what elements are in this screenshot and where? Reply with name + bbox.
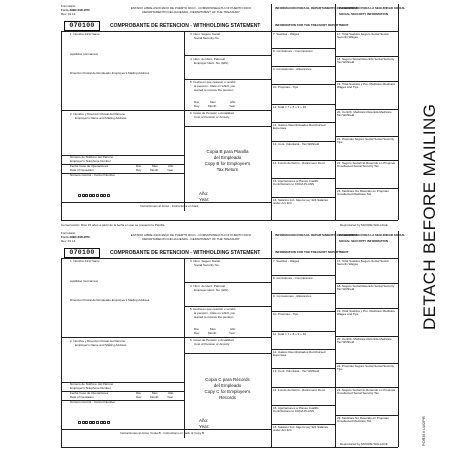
phone-label-c: Número de Teléfono del Patrono <box>70 382 114 386</box>
date-sold-label-3: started to receive the pension <box>194 88 234 92</box>
phone-en-label-c: Employer's Telephone Number <box>70 386 111 390</box>
box-14-label: 14. Fondo de Retiro - Retirement Fund <box>273 161 325 165</box>
agency-es-c: ESTADO LIBRE ASOCIADO DE PUERTO RICO - COMMONWEALTH OF PUERTO RICO <box>130 233 252 237</box>
box-20-label: 20. Contrib. Medicare Retenida Medicare Tax Withheld <box>337 110 392 118</box>
cost-label: 6. Costo de Pensión o Anualidad <box>190 111 234 115</box>
year-label-c: Year <box>167 395 174 399</box>
box-8-label-c: 8. Comisiones - Commissions <box>273 276 313 280</box>
date-sold-label-2: la pensión - Date on which you <box>194 84 236 88</box>
box-20-label-c: 20. Contrib. Medicare Retenida Medicare Tax Withheld <box>337 337 392 345</box>
box-12-label-c: 12. Gastos Reembolsados Reimbursed Expenses <box>273 350 326 358</box>
copy-label-3: Copy B for Employee's <box>204 161 251 166</box>
cost-en-label-c: Cost of Pension or Annuity <box>194 342 230 346</box>
copy-b-form <box>0 0 406 227</box>
form-code-box-c: 070100 <box>64 248 100 258</box>
agency-en: DEPARTAMENTO DE HACIENDA - DEPARTMENT OF THE TREASURY <box>142 10 240 14</box>
form-number: Form 499R-2/W-2PR <box>61 8 90 12</box>
info-ss-en: SOCIAL SECURITY INFORMATION <box>339 12 389 16</box>
detach-notice <box>404 0 450 450</box>
copy-c-label-4: Records <box>219 395 236 400</box>
form-code-box: 070100 <box>64 21 100 31</box>
phone-en-label: Employer's Telephone Number <box>70 159 111 163</box>
box-19-label: 19. Total Sueldos y Pro. Medicare Medicare Wages and Tips <box>337 82 395 90</box>
year-label: Year <box>167 168 174 172</box>
mes-label: Mes <box>152 164 158 168</box>
box-10-label-c: 10. Propinas - Tips <box>273 312 299 316</box>
box-16-label: 16. Salarios Incl. bajo la Ley 324 Salaries under Act 324 <box>273 198 329 206</box>
date-dia-c: Día <box>194 327 199 331</box>
agency-en-c: DEPARTAMENTO DE HACIENDA - DEPARTMENT OF THE TREASURY <box>142 237 240 241</box>
cessation-label-c: Fecha Cese de Operaciones <box>70 391 109 395</box>
box-15-label: 15. Aportaciones a Planes Cualific. Contributions to CODA PLANS <box>273 179 320 187</box>
control-label: Número Control - Control Number <box>70 173 116 177</box>
ssn-label: 3. Núm. Seguro Social <box>190 32 221 36</box>
box-12-label: 12. Gastos Reembolsados Reimbursed Expenses <box>273 123 326 131</box>
box-23-label-c: 23. Medicare No Retenido en Propinas Uncollected Medicare Tax <box>337 416 389 424</box>
ssn-label-c: 3. Núm. Seguro Social <box>190 259 221 263</box>
box-19-label-c: 19. Total Sueldos y Pro. Medicare Medicare Wages and Tips <box>337 309 395 317</box>
box-18-label: 18. Seguro Social Retenido Social Security Tax Withheld <box>337 57 395 65</box>
date-ano-c: Año <box>230 327 236 331</box>
employer-name-label: 2. Nombre y Dirección Postal del Patrono <box>70 112 126 116</box>
date-sold-label-c: 5. Fecha en que cesaron o vendió <box>190 307 236 311</box>
box-22-label: 22. Seguro Social No Retenido en Propinas Uncollected Social Security Tax <box>337 161 396 169</box>
box-9-label-c: 9. Concesiones - Allowances <box>273 294 312 298</box>
phone-label: Número de Teléfono del Patrono <box>70 155 114 159</box>
employer-name-en-label: Employer's Name and Mailing Address <box>75 116 127 120</box>
employee-name-label-c: 1. Nombre-First Name <box>70 259 100 263</box>
month-label-c: Month <box>150 395 159 399</box>
box-16-label-c: 16. Salarios Incl. bajo la Ley 324 Salaries under Act 324 <box>273 425 329 433</box>
date-mes: Mes <box>210 100 216 104</box>
dia-label-c: Día <box>136 391 141 395</box>
copy-label-4: Tax Return <box>216 167 239 172</box>
date-ano: Año <box>230 100 236 104</box>
box-13-label: 13. Cont. Voluntaria - Tax Withheld <box>273 142 320 146</box>
cost-label-c: 6. Costo de Pensión o Anualidad <box>190 338 234 342</box>
reproduced-label-c: Reproduced by MOORE WALLACE <box>340 442 388 446</box>
date-month-c: Month <box>208 331 217 335</box>
ano-field-c: Año: <box>199 418 209 423</box>
box-18-label-c: 18. Seguro Social Retenido Social Security Tax Withheld <box>337 284 395 292</box>
date-month: Month <box>208 104 217 108</box>
instructions-label-c: Instrucciones al dorso Copia B - Instructions on back of Copy B <box>120 431 205 435</box>
date-sold-label: 5. Fecha en que cesaron o vendió <box>190 80 236 84</box>
employer-name-en-label-c: Employer's Name and Mailing Address <box>75 343 127 347</box>
box-8-label: 8. Comisiones - Commissions <box>273 49 313 53</box>
mes-label-c: Mes <box>152 391 158 395</box>
employer-name-label-c: 2. Nombre y Dirección Postal del Patrono <box>70 339 126 343</box>
box-17-label-c: 17. Total Sueldos Seguro Social Social Security Wages <box>337 259 389 267</box>
ano-label: Año <box>168 164 174 168</box>
info-dept: INFORMACION PARA EL DEPARTAMENTO DE HACIENDA <box>275 6 358 10</box>
date-mes-c: Mes <box>210 327 216 331</box>
reproduced-label: Reproduced by MOORE WALLACE <box>340 223 388 227</box>
day-label-c: Day <box>136 395 142 399</box>
detach-text: DETACH BEFORE MAILING <box>420 103 439 330</box>
surnames-label-c: Apellidos (surnames) <box>70 279 99 283</box>
rev-label: Rev. 01.13 <box>61 12 76 16</box>
info-dept-c: INFORMACION PARA EL DEPARTAMENTO DE HACIENDA <box>275 233 358 237</box>
control-label-c: Número Control - Control Number <box>70 400 116 404</box>
year-field-c: Year: <box>199 424 210 429</box>
ein-en-label: Employer Ident. No. (EIN) <box>194 61 229 65</box>
box-7-label: 7. Sueldos - Wages <box>273 32 300 36</box>
top-label-c: Formulario <box>61 231 76 235</box>
rev-label-c: Rev. 01.13 <box>61 239 76 243</box>
year-field: Year: <box>199 197 210 202</box>
date-sold-label-3-c: started to receive the pension <box>194 315 234 319</box>
cessation-en-label: Date of Cessation <box>70 168 94 172</box>
copy-c-form <box>0 229 406 450</box>
postal-address-label-c: Dirección Postal del Empleado-Employee's Mailing Address <box>70 298 150 302</box>
top-label: Formulario <box>61 4 76 8</box>
info-ss: INFORMACION PARA LA SEGURIDAD SOCIAL <box>339 6 406 10</box>
postal-address-label: Dirección Postal del Empleado-Employee's Mailing Address <box>70 71 150 75</box>
box-13-label-c: 13. Cont. Voluntaria - Tax Withheld <box>273 369 320 373</box>
box-22-label-c: 22. Seguro Social No Retenido en Propinas Uncollected Social Security Tax <box>337 388 396 396</box>
box-9-label: 9. Concesiones - Allowances <box>273 67 312 71</box>
ano-field: Año: <box>199 191 209 196</box>
cessation-label: Fecha Cese de Operaciones <box>70 164 109 168</box>
copy-label-1: Copia B para Planilla <box>206 149 249 154</box>
agency-es: ESTADO LIBRE ASOCIADO DE PUERTO RICO - COMMONWEALTH OF PUERTO RICO <box>130 6 252 10</box>
date-day: Day <box>194 104 200 108</box>
info-treasury-c: INFORMATION FOR THE TREASURY DEPARTMENT <box>275 250 349 254</box>
ano-label-c: Año <box>168 391 174 395</box>
copy-label-2: del Empleado <box>213 155 242 160</box>
form-number-footer: FORM # LW2PR <box>421 416 426 446</box>
box-23-label: 23. Medicare No Retenido en Propinas Uncollected Medicare Tax <box>337 189 389 197</box>
date-year: Year <box>229 104 236 108</box>
cost-en-label: Cost of Pension or Annuity <box>194 115 230 119</box>
box-11-label-c: 11. Total = 7 + 8 + 9 + 10 <box>273 332 307 336</box>
info-ss-c: INFORMACION PARA LA SEGURIDAD SOCIAL <box>339 233 406 237</box>
day-label: Day <box>136 168 142 172</box>
form-title: COMPROBANTE DE RETENCION - WITHHOLDING STATEMENT <box>110 23 261 29</box>
info-ss-en-c: SOCIAL SECURITY INFORMATION <box>339 239 389 243</box>
form-number-c: Form 499R-2/W-2PR <box>61 235 90 239</box>
box-10-label: 10. Propinas - Tips <box>273 85 299 89</box>
footer-left: Conservación: Dice 15 años a partir de la fecha en que se presentó la Planilla <box>61 223 165 227</box>
info-treasury: INFORMATION FOR THE TREASURY DEPARTMENT <box>275 23 349 27</box>
employee-name-label: 1. Nombre-First Name <box>70 32 100 36</box>
copy-c-label-1: Copia C para Récords <box>205 377 250 382</box>
instructions-label: Instrucciones al dorso - Instructions on back <box>140 204 199 208</box>
ssn-en-label: Social Security No. <box>194 36 220 40</box>
box-17-label: 17. Total Sueldos Seguro Social Social Security Wages <box>337 32 389 40</box>
date-year-c: Year <box>229 331 236 335</box>
form-title-c: COMPROBANTE DE RETENCION - WITHHOLDING STATEMENT <box>110 250 261 256</box>
month-label: Month <box>150 168 159 172</box>
cessation-en-label-c: Date of Cessation <box>70 395 94 399</box>
ssn-en-label-c: Social Security No. <box>194 263 220 267</box>
date-dia: Día <box>194 100 199 104</box>
box-7-label-c: 7. Sueldos - Wages <box>273 259 300 263</box>
box-11-label: 11. Total = 7 + 8 + 9 + 10 <box>273 105 307 109</box>
box-21-label: 21. Propinas Seguro Social Social Security Tips <box>337 137 395 145</box>
box-21-label-c: 21. Propinas Seguro Social Social Security Tips <box>337 364 395 372</box>
copy-c-label-2: del Empleado <box>213 383 242 388</box>
copy-c-label-3: Copy C for Employee's <box>204 389 251 394</box>
date-sold-label-2-c: la pensión - Date on which you <box>194 311 236 315</box>
dia-label: Día <box>136 164 141 168</box>
box-15-label-c: 15. Aportaciones a Planes Cualific. Contributions to CODA PLANS <box>273 406 320 414</box>
ein-label: 4. Núm. de Ident. Patronal <box>190 57 226 61</box>
ein-label-c: 4. Núm. de Ident. Patronal <box>190 284 226 288</box>
ein-en-label-c: Employer Ident. No. (EIN) <box>194 288 229 292</box>
date-day-c: Day <box>194 331 200 335</box>
surnames-label: Apellidos (surnames) <box>70 52 99 56</box>
box-14-label-c: 14. Fondo de Retiro - Retirement Fund <box>273 388 325 392</box>
